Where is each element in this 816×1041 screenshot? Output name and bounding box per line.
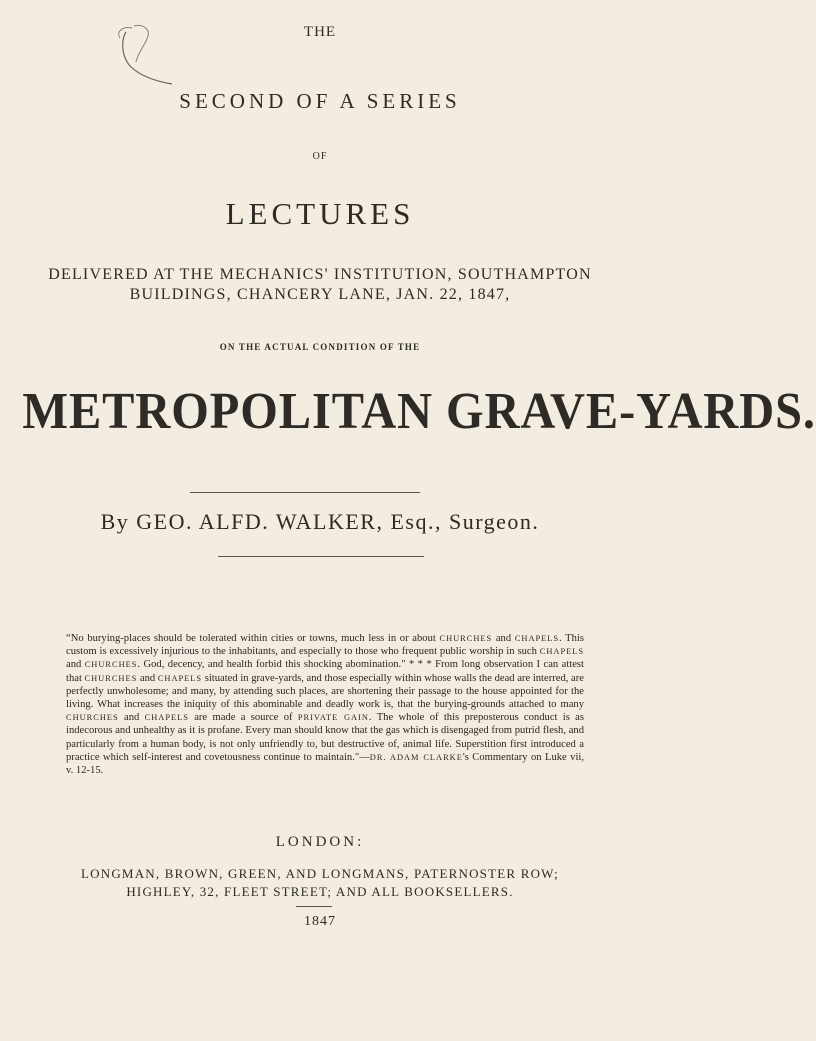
author-title: Surgeon. <box>448 509 540 534</box>
lectures-heading: LECTURES <box>225 196 415 231</box>
quote-smallcaps: CHAPELS <box>144 713 189 723</box>
author-by: By <box>100 509 130 534</box>
quote-smallcaps: CHURCHES <box>84 660 138 670</box>
imprint-city: LONDON: <box>275 834 365 850</box>
imprint-publisher-line-1: LONGMAN, BROWN, GREEN, AND LONGMANS, PATERNOSTER ROW; <box>81 866 559 881</box>
quote-smallcaps: CHURCHES <box>66 713 119 723</box>
quote-text: . This custom is excessively injurious to the inhabitants, and especially to those who frequent public worship in such <box>66 633 585 658</box>
epigraph-quote <box>66 632 584 777</box>
delivered-line-1: DELIVERED AT THE MECHANICS' INSTITUTION, SOUTHAMPTON <box>48 266 592 283</box>
quote-smallcaps: CHAPELS <box>514 634 560 643</box>
quote-text: are made a source of <box>188 712 298 724</box>
quote-text: . The whole of this preposterous conduct is as indecorous and unhealthy as it is profane. Every man should know that the gas which is disengaged from putrid flesh, and particularly from a human body, is not only unfriendly to, but destructive of, animal life. Superstition first introduced a practice which self-interest and covetousness continue to maintain."— <box>66 712 584 763</box>
quote-text: and <box>492 633 515 644</box>
series-heading: SECOND OF A SERIES <box>179 89 461 113</box>
imprint-publisher-line-2: HIGHLEY, 32, FLEET STREET; AND ALL BOOKSELLERS. <box>126 884 514 899</box>
quote-text: . God, decency, and health forbid this shocking abomination." * * * From long observation I can attest that <box>66 659 584 684</box>
quote-smallcaps: CHURCHES <box>84 673 138 683</box>
quote-smallcaps: CHAPELS <box>157 673 203 683</box>
author-esq: Esq., <box>390 509 442 534</box>
author-line <box>0 509 640 535</box>
quote-text: situated in grave-yards, and those especially within whose walls the dead are interred, are perfectly unwholesome; and many, by attending such places, are shortening their passage to the house appointed for the living. What increases the iniquity of this abominable and deadly work is, that the burying-grounds attached to many <box>66 672 584 711</box>
of-heading: OF <box>312 151 328 162</box>
main-title: METROPOLITAN GRAVE-YARDS. <box>22 383 816 440</box>
quote-text: and <box>66 659 85 671</box>
author-name: GEO. ALFD. WALKER, <box>136 509 384 534</box>
imprint-year: 1847 <box>304 914 336 929</box>
quote-smallcaps: PRIVATE GAIN <box>297 713 369 723</box>
quote-smallcaps: CHAPELS <box>539 647 584 657</box>
actual-condition-line: ON THE ACTUAL CONDITION OF THE <box>219 342 421 352</box>
the-heading: THE <box>303 24 337 40</box>
quote-text: “No burying-places should be tolerated within cities or towns, much less in or about <box>66 633 440 644</box>
divider-rule <box>190 492 420 493</box>
quote-attribution: DR. ADAM CLARKE <box>369 752 463 762</box>
divider-rule <box>218 556 424 557</box>
quote-text: 's Commentary on Luke vii, v. 12-15. <box>66 751 584 777</box>
delivered-line-2: BUILDINGS, CHANCERY LANE, JAN. 22, 1847, <box>129 286 511 303</box>
divider-rule <box>296 906 332 907</box>
quote-text: and <box>118 712 145 724</box>
quote-smallcaps: CHURCHES <box>439 634 493 643</box>
quote-text: and <box>137 672 158 684</box>
